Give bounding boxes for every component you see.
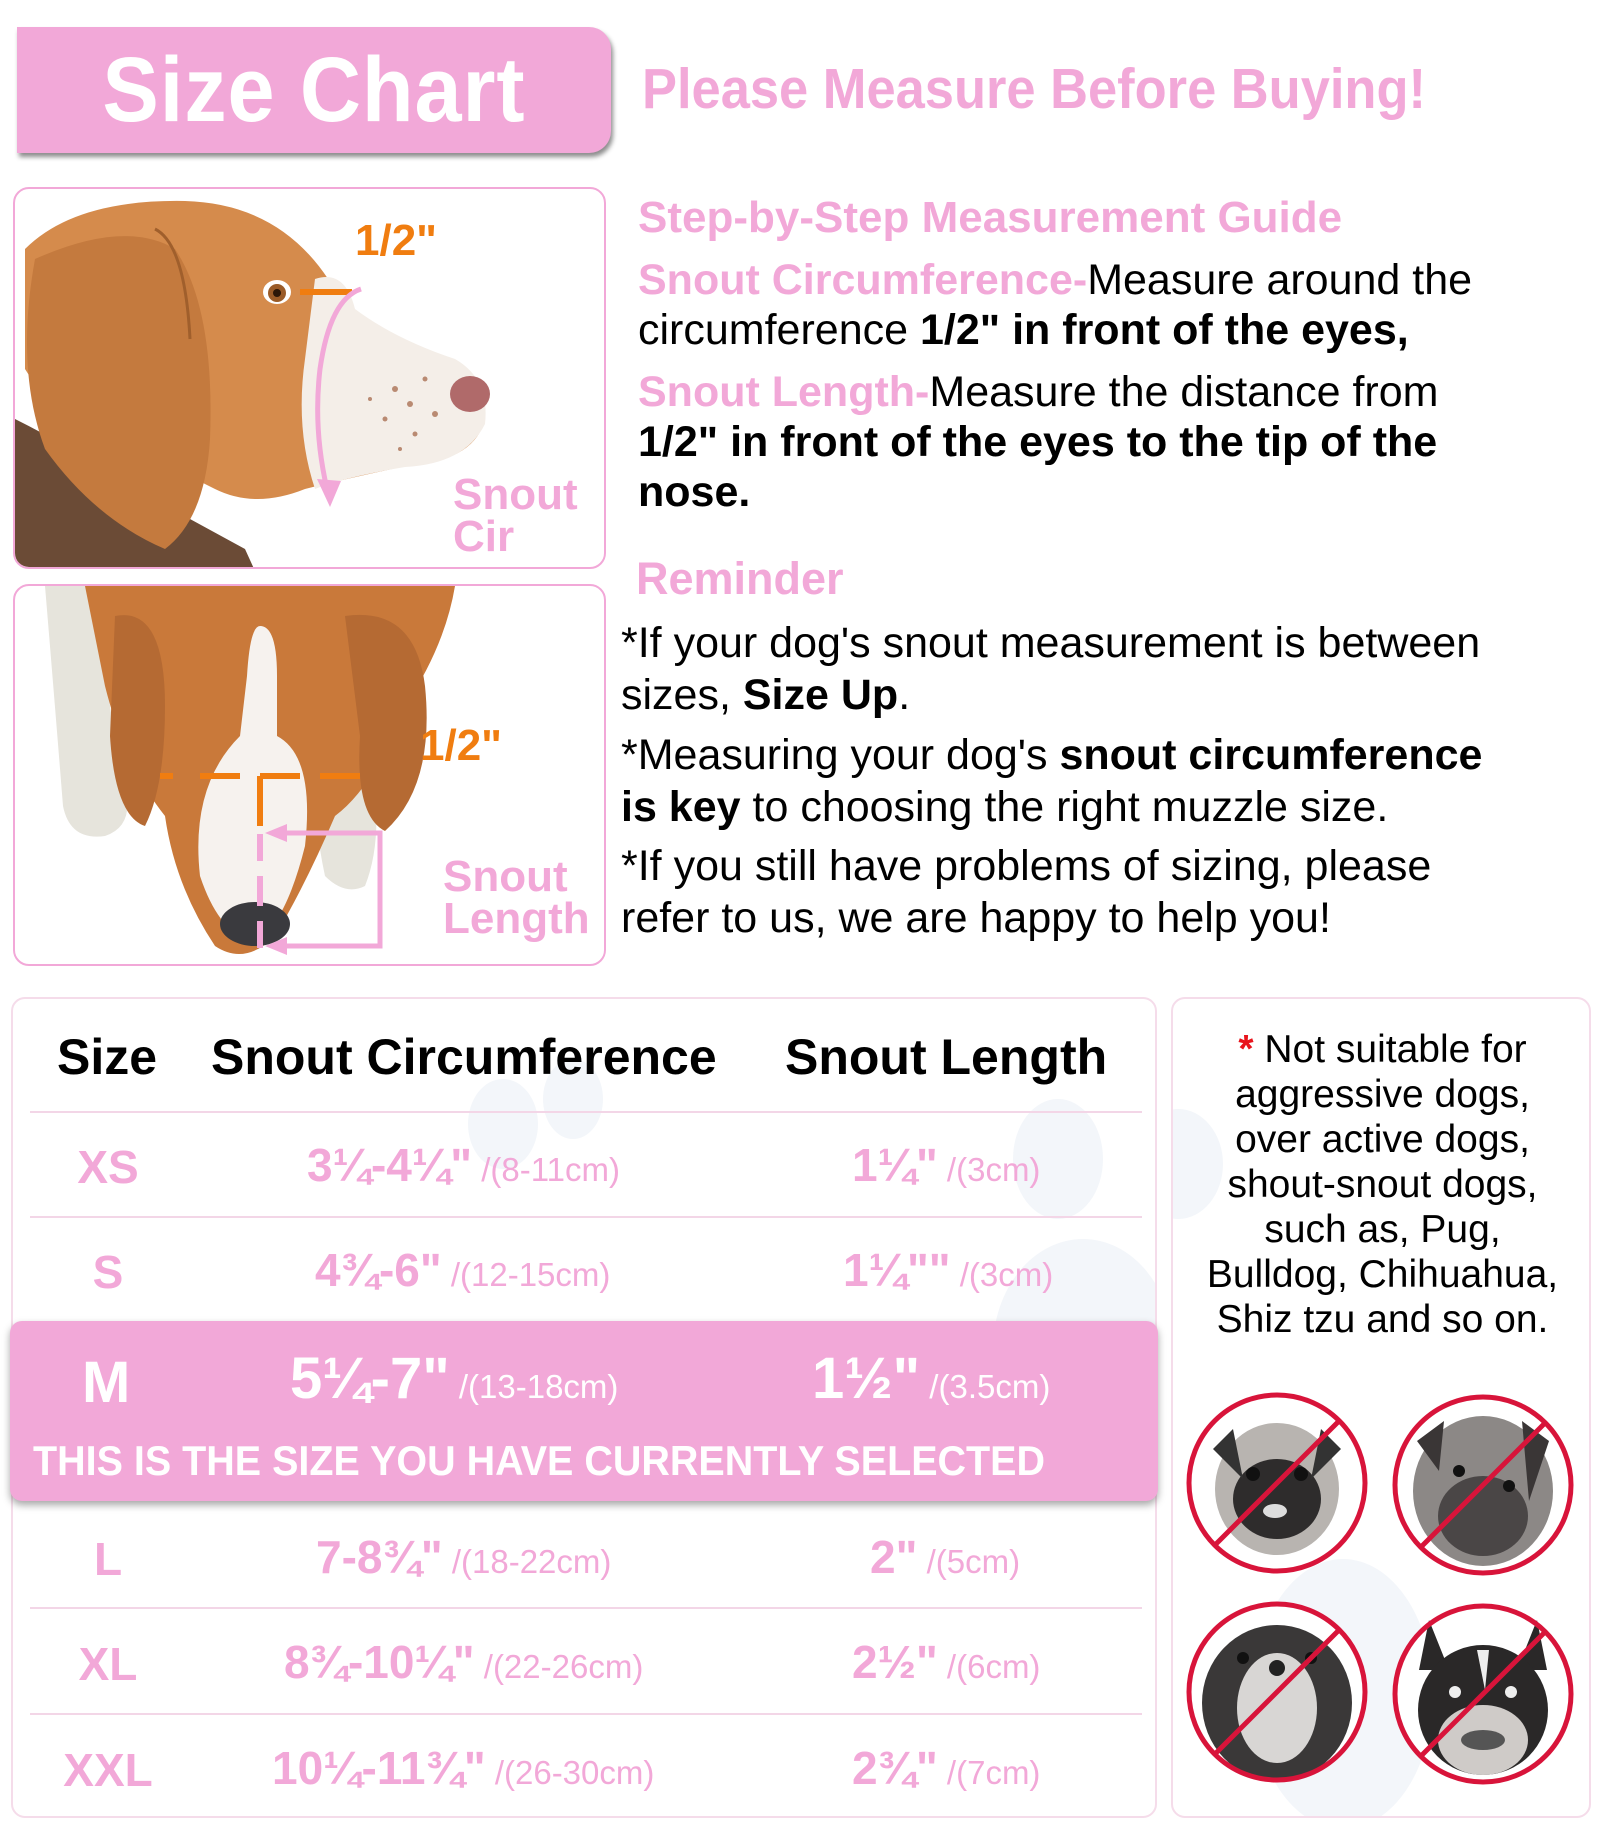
warning-line: aggressive dogs,: [1235, 1073, 1530, 1116]
length-cell: [852, 1741, 1040, 1795]
snout-circumference-photo: [13, 187, 606, 569]
column-header-snout-circumference: Snout Circumference: [211, 1029, 717, 1085]
circumference-cm: /(22-26cm): [474, 1648, 644, 1685]
no-french-bulldog-icon: [1389, 1600, 1577, 1788]
size-cell: S: [92, 1246, 124, 1298]
circumference-cell: [307, 1138, 620, 1192]
row-divider: [30, 1713, 1142, 1715]
circumference-term: Snout Circumference-: [638, 256, 1088, 304]
selected-length-cell: [812, 1345, 1050, 1412]
length-cell: [852, 1138, 1040, 1192]
length-cm: /(3cm): [937, 1151, 1041, 1188]
circumference-inches: 10¼-11¾": [272, 1742, 486, 1794]
length-inches: 1¼": [852, 1139, 938, 1191]
length-cm: /(3.5cm): [920, 1368, 1051, 1405]
length-instruction: [638, 367, 1598, 517]
length-cell: [843, 1243, 1053, 1297]
row-divider: [30, 1111, 1142, 1113]
circumference-cm: /(18-22cm): [442, 1543, 612, 1580]
length-inches: 2¾": [852, 1742, 938, 1794]
size-cell: L: [93, 1533, 123, 1585]
circumference-cell: [272, 1741, 654, 1795]
circumference-instruction: [638, 255, 1598, 355]
length-inches: 2½": [852, 1636, 938, 1688]
circumference-cm: /(8-11cm): [472, 1151, 620, 1188]
circumference-cm: /(26-30cm): [485, 1754, 655, 1791]
reminder-1-line1: *If your dog's snout measurement is between: [621, 619, 1481, 667]
half-inch-label: 1/2": [420, 721, 503, 770]
circumference-inches: 5¼-7": [290, 1346, 450, 1411]
circumference-cm: /(13-18cm): [449, 1368, 619, 1405]
row-divider: [30, 1216, 1142, 1218]
reminder-2-text-cont: to choosing the right muzzle size.: [740, 783, 1389, 831]
snout-length-photo: [13, 584, 606, 966]
circumference-text: Measure around the: [1087, 256, 1473, 304]
selected-circumference-cell: [290, 1345, 618, 1412]
column-header-size: Size: [57, 1029, 158, 1085]
row-divider: [30, 1607, 1142, 1609]
reminder-3-line2: refer to us, we are happy to help you!: [621, 894, 1331, 942]
reminder-heading: Reminder: [636, 553, 844, 604]
circumference-inches: 4¾-6": [315, 1244, 442, 1296]
half-inch-label: 1/2": [355, 216, 438, 265]
reminder-item-2: [621, 729, 1600, 833]
length-inches: 1¼"": [843, 1244, 951, 1296]
circumference-text-cont: circumference: [638, 306, 920, 354]
circumference-inches: 8¾-10¼": [284, 1636, 475, 1688]
length-cm: /(5cm): [917, 1543, 1021, 1580]
warning-line: Bulldog, Chihuahua,: [1206, 1253, 1559, 1296]
circumference-cell: [284, 1635, 643, 1689]
size-up-emphasis: Size Up: [742, 671, 899, 719]
size-cell: XL: [78, 1638, 138, 1690]
size-cell: XS: [77, 1141, 139, 1193]
warning-line: such as, Pug,: [1264, 1208, 1501, 1251]
reminder-1-text: sizes,: [621, 671, 743, 719]
length-term: Snout Length-: [638, 368, 930, 416]
snout-cir-label: [453, 470, 578, 561]
length-inches: 2": [870, 1531, 918, 1583]
size-chart-title-banner: [17, 27, 611, 153]
not-suitable-warning: [1180, 1027, 1585, 1342]
snout-length-label: [443, 852, 590, 943]
selected-size-note: THIS IS THE SIZE YOU HAVE CURRENTLY SELECTED: [33, 1437, 1046, 1484]
warning-line: shout-snout dogs,: [1227, 1163, 1538, 1206]
length-cm: /(7cm): [937, 1754, 1041, 1791]
asterisk-icon: *: [1238, 1028, 1254, 1071]
circumference-inches: 3¼-4¼": [307, 1139, 473, 1191]
column-header-snout-length: Snout Length: [785, 1029, 1108, 1085]
length-inches: 1½": [812, 1346, 921, 1411]
reminder-1-period: .: [898, 671, 911, 719]
circumference-cell: [315, 1243, 610, 1297]
circumference-emphasis: 1/2" in front of the eyes,: [919, 306, 1409, 354]
length-cm: /(6cm): [937, 1648, 1041, 1685]
length-text: Measure the distance from: [929, 368, 1439, 416]
circumference-cm: /(12-15cm): [441, 1256, 611, 1293]
size-cell: XXL: [63, 1744, 153, 1796]
length-emphasis-2: nose.: [638, 468, 751, 516]
selected-size-cell: [82, 1349, 130, 1416]
measurement-guide-heading: Step-by-Step Measurement Guide: [638, 193, 1343, 242]
no-bulldog-icon: [1389, 1391, 1577, 1579]
reminder-2-text: *Measuring your dog's: [621, 731, 1060, 779]
length-cell: [870, 1530, 1020, 1584]
snout-cir-label-line2: Cir: [453, 512, 515, 561]
length-emphasis-1: 1/2" in front of the eyes to the tip of the: [638, 418, 1438, 466]
snout-length-label-line2: Length: [443, 894, 590, 943]
warning-line: Not suitable for: [1253, 1028, 1527, 1071]
page-title: Size Chart: [102, 38, 526, 141]
snout-length-label-line1: Snout: [443, 852, 568, 901]
reminder-3-line1: *If you still have problems of sizing, please: [621, 842, 1432, 890]
warning-line: over active dogs,: [1235, 1118, 1530, 1161]
is-key-emphasis: is key: [621, 783, 741, 831]
no-shih-tzu-icon: [1183, 1598, 1371, 1786]
size-cell: M: [82, 1350, 131, 1415]
no-pug-icon: [1183, 1389, 1371, 1577]
measure-before-buying-heading: Please Measure Before Buying!: [642, 57, 1426, 121]
reminder-item-3: [621, 840, 1600, 944]
reminder-item-1: [621, 617, 1600, 721]
circumference-inches: 7-8¾": [316, 1531, 443, 1583]
warning-line: Shiz tzu and so on.: [1216, 1298, 1549, 1341]
snout-circumference-emphasis: snout circumference: [1059, 731, 1483, 779]
snout-cir-label-line1: Snout: [453, 470, 578, 519]
circumference-cell: [316, 1530, 611, 1584]
length-cell: [852, 1635, 1040, 1689]
length-cm: /(3cm): [950, 1256, 1054, 1293]
